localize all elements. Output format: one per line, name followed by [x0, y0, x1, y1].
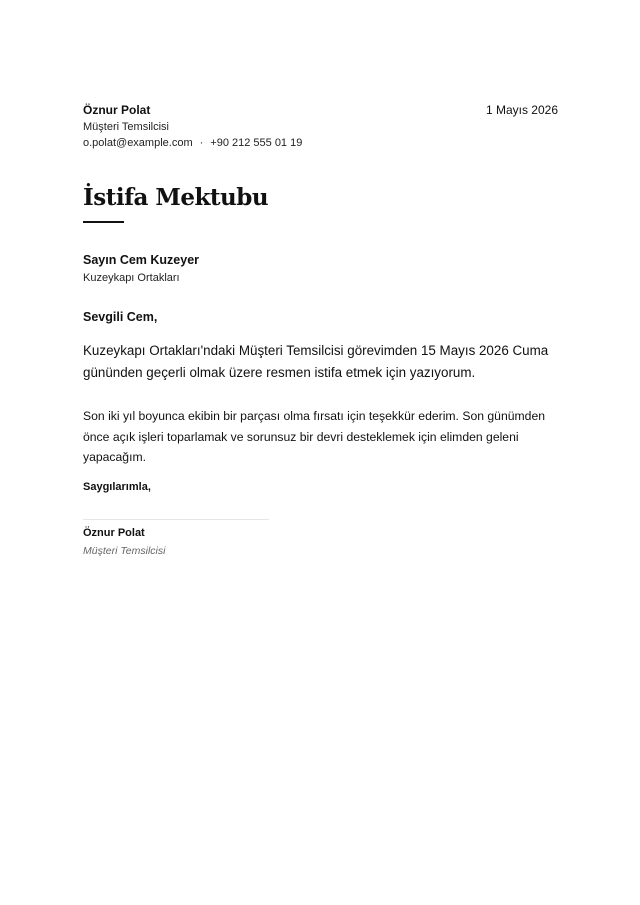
salutation: Sevgili Cem,	[83, 310, 158, 324]
contact-separator: ·	[199, 137, 204, 149]
signature-role: Müşteri Temsilcisi	[83, 545, 166, 557]
sender-phone: +90 212 555 01 19	[210, 137, 303, 149]
sender-contact	[83, 136, 302, 150]
sender-email: o.polat@example.com	[83, 137, 193, 149]
closing: Saygılarımla,	[83, 481, 151, 493]
body-paragraph-1: Kuzeykapı Ortakları'ndaki Müşteri Temsilcisi görevimden 15 Mayıs 2026 Cuma gününden geçerli olmak üzere resmen istifa etmek için yazıyorum.	[83, 343, 549, 380]
letter-date: 1 Mayıs 2026	[485, 103, 558, 117]
letter-header	[83, 103, 558, 153]
sender-name: Öznur Polat	[83, 103, 151, 117]
signature-name: Öznur Polat	[83, 527, 145, 539]
sender-role: Müşteri Temsilcisi	[83, 121, 169, 133]
body-paragraph-2: Son iki yıl boyunca ekibin bir parçası olma fırsatı için teşekkür ederim. Son günümden önce açık işleri toparlamak ve sorunsuz bir devri desteklemek için elimden geleni yapacağım.	[83, 409, 545, 464]
letter-title: İstifa Mektubu	[83, 184, 269, 211]
title-divider	[83, 221, 124, 223]
recipient-name: Sayın Cem Kuzeyer	[83, 253, 200, 267]
signature-divider	[83, 519, 269, 520]
recipient-company: Kuzeykapı Ortakları	[83, 272, 180, 284]
